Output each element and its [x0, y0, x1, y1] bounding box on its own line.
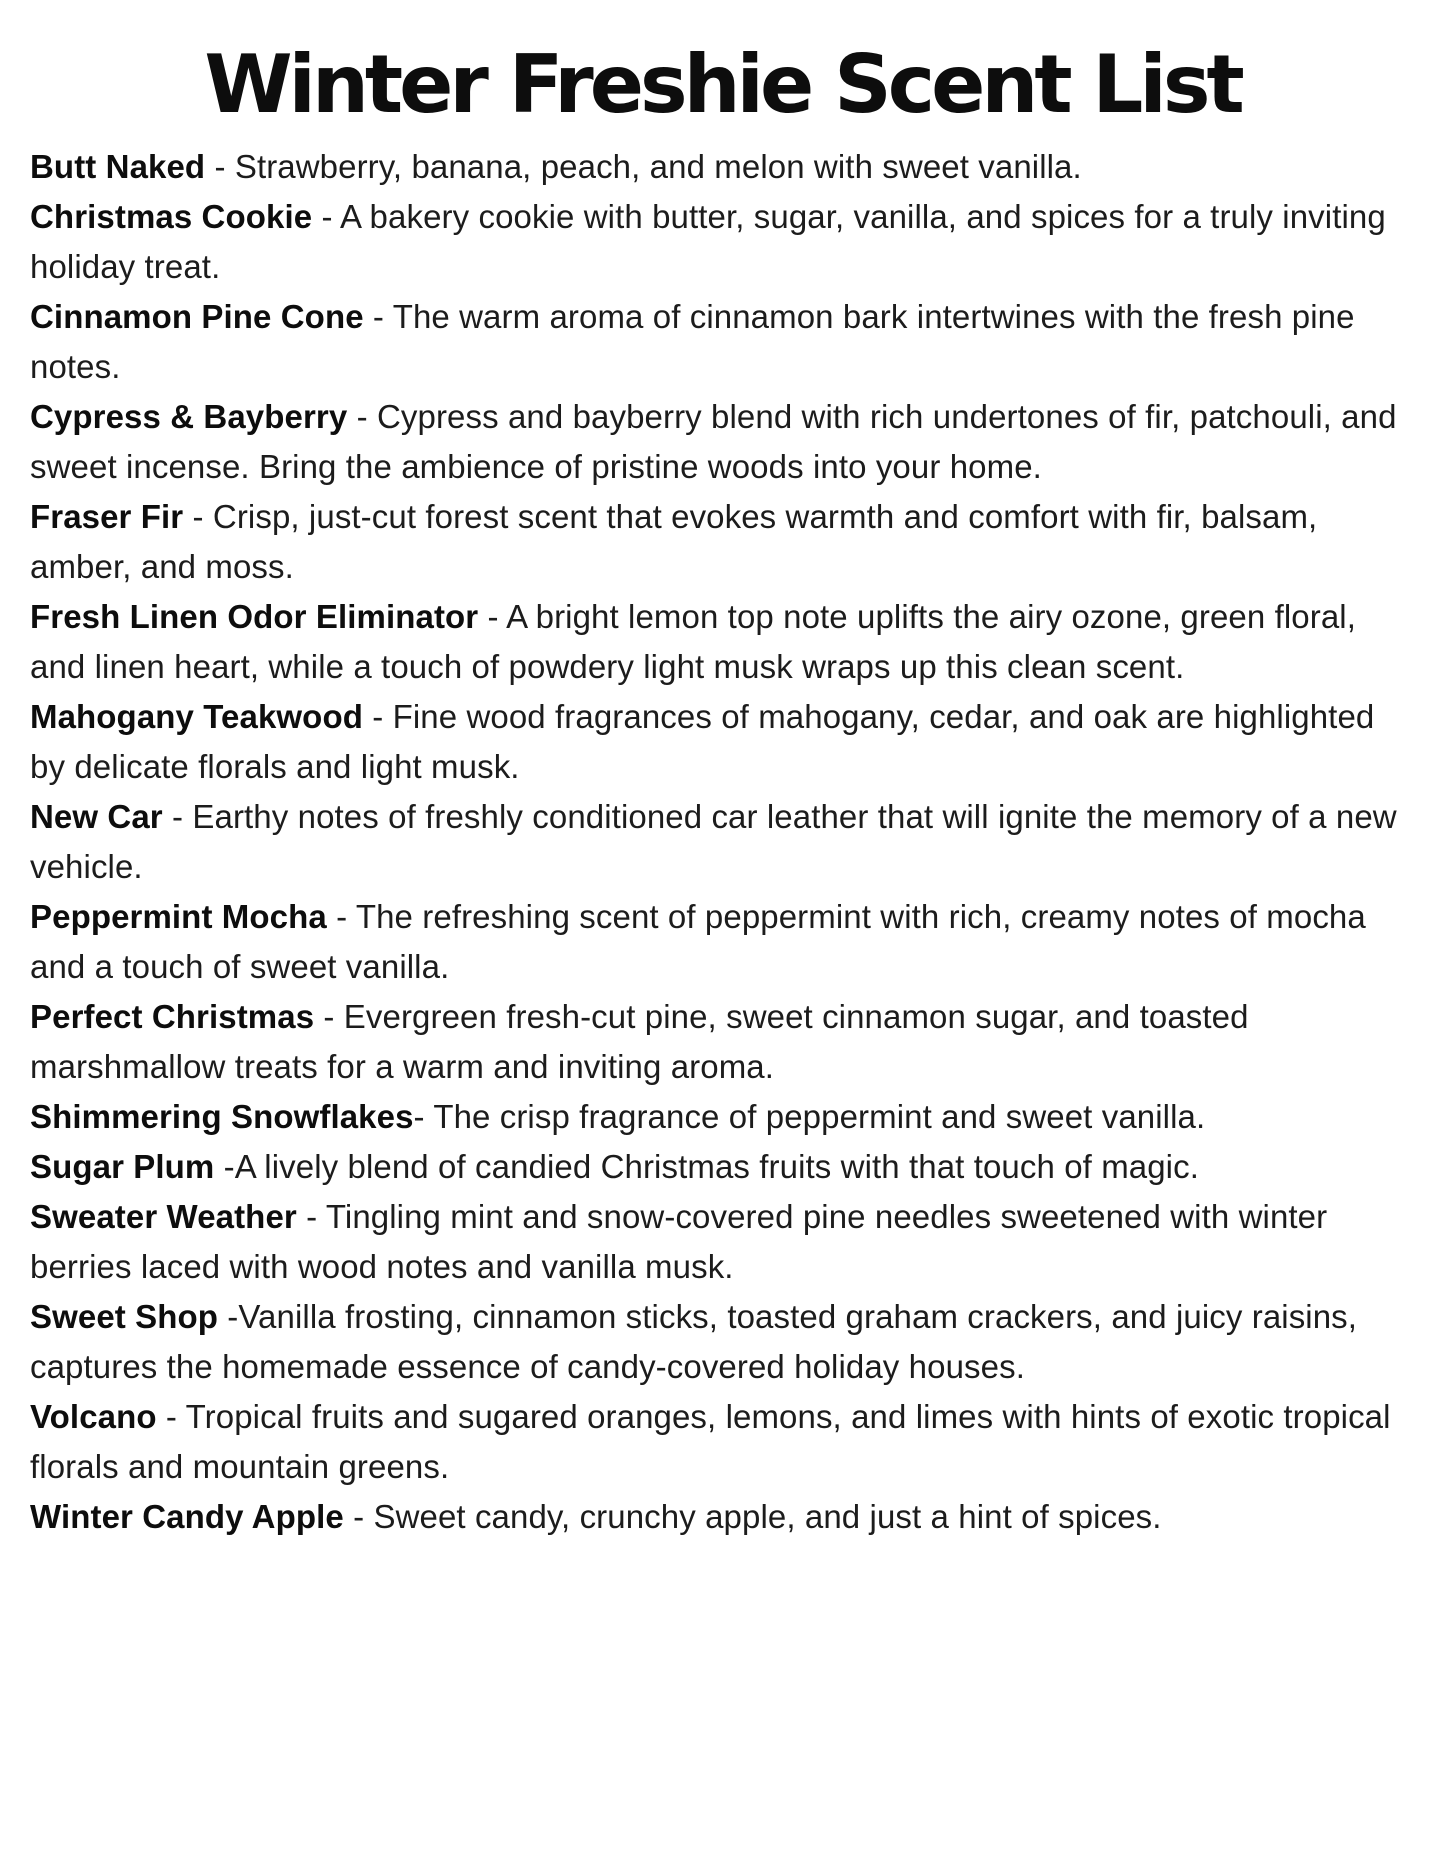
scent-separator: -: [183, 497, 213, 535]
scent-separator: -: [218, 1297, 239, 1335]
scent-description: A bright lemon top note uplifts the airy ozone, green floral, and linen heart, while a touch of powdery light musk wraps up this clean scent.: [30, 597, 1356, 685]
scent-description: Fine wood fragrances of mahogany, cedar, and oak are highlighted by delicate florals and light musk.: [30, 697, 1375, 785]
scent-name: Mahogany Teakwood: [30, 697, 363, 735]
scent-entry: [30, 1392, 1415, 1492]
scent-name: Sugar Plum: [30, 1147, 215, 1185]
scent-description: A bakery cookie with butter, sugar, vanilla, and spices for a truly inviting holiday treat.: [30, 197, 1386, 285]
scent-name: Sweater Weather: [30, 1197, 297, 1235]
scent-entry: [30, 142, 1415, 192]
scent-separator: -: [326, 897, 356, 935]
scent-entry: [30, 192, 1415, 292]
scent-separator: -: [156, 1397, 186, 1435]
scent-separator: -: [413, 1097, 434, 1135]
scent-separator: -: [347, 397, 377, 435]
scent-description: Crisp, just-cut forest scent that evokes warmth and comfort with fir, balsam, amber, and moss.: [30, 497, 1318, 585]
scent-description: The warm aroma of cinnamon bark intertwines with the fresh pine notes.: [30, 297, 1355, 385]
scent-description: Evergreen fresh-cut pine, sweet cinnamon sugar, and toasted marshmallow treats for a warm and inviting aroma.: [30, 997, 1249, 1085]
scent-entry: [30, 1092, 1415, 1142]
scent-name: Christmas Cookie: [30, 197, 313, 235]
scent-description: Sweet candy, crunchy apple, and just a hint of spices.: [373, 1497, 1162, 1535]
scent-description: Tropical fruits and sugared oranges, lemons, and limes with hints of exotic tropical florals and mountain greens.: [30, 1397, 1391, 1485]
scent-name: New Car: [30, 797, 163, 835]
scent-description: Earthy notes of freshly conditioned car leather that will ignite the memory of a new vehicle.: [30, 797, 1397, 885]
scent-separator: -: [478, 597, 507, 635]
scent-description: Cypress and bayberry blend with rich undertones of fir, patchouli, and sweet incense. Bring the ambience of pristine woods into your home.: [30, 397, 1397, 485]
scent-separator: -: [343, 1497, 374, 1535]
scent-separator: -: [214, 1147, 235, 1185]
scent-description: Vanilla frosting, cinnamon sticks, toasted graham crackers, and juicy raisins, captures the homemade essence of candy-covered holiday houses.: [30, 1297, 1358, 1385]
scent-name: Fresh Linen Odor Eliminator: [30, 597, 479, 635]
scent-name: Butt Naked: [30, 147, 206, 185]
scent-list: [30, 142, 1415, 1542]
scent-separator: -: [205, 147, 235, 185]
scent-separator: -: [314, 997, 344, 1035]
scent-separator: -: [363, 297, 393, 335]
scent-name: Peppermint Mocha: [30, 897, 327, 935]
scent-entry: [30, 1142, 1415, 1192]
scent-name: Winter Candy Apple: [30, 1497, 344, 1535]
scent-entry: [30, 492, 1415, 592]
scent-entry: [30, 792, 1415, 892]
scent-name: Cypress & Bayberry: [30, 397, 348, 435]
scent-separator: -: [162, 797, 193, 835]
scent-description: The refreshing scent of peppermint with rich, creamy notes of mocha and a touch of sweet vanilla.: [30, 897, 1366, 985]
scent-entry: [30, 1192, 1415, 1292]
scent-name: Volcano: [30, 1397, 157, 1435]
scent-entry: [30, 1292, 1415, 1392]
scent-name: Fraser Fir: [30, 497, 184, 535]
scent-separator: -: [312, 197, 340, 235]
scent-name: Shimmering Snowflakes: [30, 1097, 414, 1135]
scent-name: Perfect Christmas: [30, 997, 315, 1035]
scent-entry: [30, 392, 1415, 492]
scent-description: The crisp fragrance of peppermint and sweet vanilla.: [433, 1097, 1206, 1135]
scent-entry: [30, 992, 1415, 1092]
scent-entry: [30, 892, 1415, 992]
scent-separator: -: [362, 697, 393, 735]
scent-entry: [30, 292, 1415, 392]
page-title: Winter Freshie Scent List: [204, 38, 1241, 131]
scent-name: Cinnamon Pine Cone: [30, 297, 364, 335]
scent-entry: [30, 692, 1415, 792]
scent-entry: [30, 1492, 1415, 1542]
scent-description: Tingling mint and snow-covered pine needles sweetened with winter berries laced with wood notes and vanilla musk.: [30, 1197, 1328, 1285]
scent-description: Strawberry, banana, peach, and melon with sweet vanilla.: [234, 147, 1082, 185]
scent-entry: [30, 592, 1415, 692]
scent-name: Sweet Shop: [30, 1297, 219, 1335]
scent-separator: -: [296, 1197, 326, 1235]
scent-description: A lively blend of candied Christmas fruits with that touch of magic.: [234, 1147, 1199, 1185]
